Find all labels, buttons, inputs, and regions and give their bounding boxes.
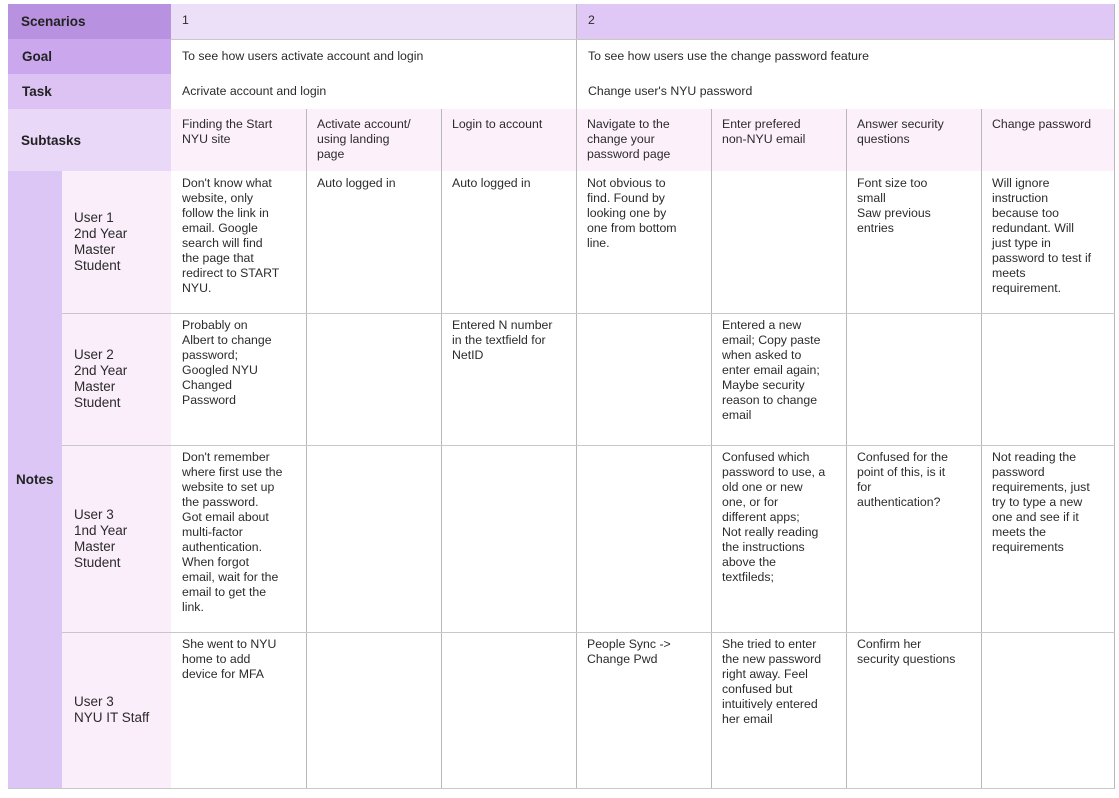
row-divider xyxy=(62,313,1115,314)
row-divider xyxy=(62,632,1115,633)
note-cell: Not reading the password requirements, just try to type a new one and see if it meets the requirements xyxy=(981,445,1115,632)
note-cell xyxy=(306,632,441,788)
column-divider xyxy=(441,109,442,788)
task-label: Task xyxy=(8,74,171,109)
note-cell: People Sync -> Change Pwd xyxy=(576,632,711,788)
scenario-2-goal: To see how users use the change password feature xyxy=(576,39,1115,74)
note-cell: Entered N number in the textfield for NetID xyxy=(441,313,576,445)
note-cell: Confused which password to use, a old one or new one, or for different apps; Not really reading the instructions above the textfileds; xyxy=(711,445,846,632)
user-label: User 1 2nd Year Master Student xyxy=(62,171,171,313)
subtask-header: Finding the Start NYU site xyxy=(171,109,306,171)
scenarios-label: Scenarios xyxy=(8,4,171,39)
notes-label: Notes xyxy=(8,171,62,788)
note-cell: Don't know what website, only follow the link in email. Google search will find the page that redirect to START NYU. xyxy=(171,171,306,313)
note-cell: Auto logged in xyxy=(306,171,441,313)
user-label: User 3 1nd Year Master Student xyxy=(62,445,171,632)
row-divider xyxy=(8,788,1115,789)
column-divider xyxy=(1114,4,1115,788)
note-cell: Not obvious to find. Found by looking one by one from bottom line. xyxy=(576,171,711,313)
column-divider xyxy=(306,109,307,788)
subtask-header: Answer security questions xyxy=(846,109,981,171)
scenario-1-task: Acrivate account and login xyxy=(171,74,576,109)
note-cell xyxy=(576,313,711,445)
note-cell xyxy=(441,445,576,632)
note-cell xyxy=(441,632,576,788)
note-cell: Confirm her security questions xyxy=(846,632,981,788)
user-label: User 3 NYU IT Staff xyxy=(62,632,171,788)
note-cell: Confused for the point of this, is it for authentication? xyxy=(846,445,981,632)
user-label: User 2 2nd Year Master Student xyxy=(62,313,171,445)
note-cell: Don't remember where first use the website to set up the password. Got email about multi-factor authentication. When forgot email, wait for the email to get the link. xyxy=(171,445,306,632)
column-divider xyxy=(981,109,982,788)
note-cell: Auto logged in xyxy=(441,171,576,313)
note-cell: Font size too small Saw previous entries xyxy=(846,171,981,313)
note-cell xyxy=(711,171,846,313)
scenario-2-number: 2 xyxy=(576,4,1115,39)
subtask-header: Navigate to the change your password page xyxy=(576,109,711,171)
subtask-header: Change password xyxy=(981,109,1115,171)
column-divider xyxy=(846,109,847,788)
note-cell xyxy=(306,313,441,445)
note-cell xyxy=(981,632,1115,788)
goal-label: Goal xyxy=(8,39,171,74)
scenario-1-goal: To see how users activate account and login xyxy=(171,39,576,74)
scenario-1-number: 1 xyxy=(171,4,576,39)
note-cell xyxy=(306,445,441,632)
note-cell: Probably on Albert to change password; Googled NYU Changed Password xyxy=(171,313,306,445)
row-divider xyxy=(171,39,1115,40)
note-cell: She tried to enter the new password right away. Feel confused but intuitively entered her email xyxy=(711,632,846,788)
row-divider xyxy=(62,445,1115,446)
scenario-2-task: Change user's NYU password xyxy=(576,74,1115,109)
column-divider xyxy=(576,4,577,788)
subtask-header: Login to account xyxy=(441,109,576,171)
note-cell xyxy=(576,445,711,632)
subtask-header: Activate account/ using landing page xyxy=(306,109,441,171)
note-cell: Will ignore instruction because too redundant. Will just type in password to test if meets requirement. xyxy=(981,171,1115,313)
note-cell: She went to NYU home to add device for MFA xyxy=(171,632,306,788)
subtask-header: Enter prefered non-NYU email xyxy=(711,109,846,171)
note-cell xyxy=(846,313,981,445)
usability-notes-table xyxy=(8,4,1115,788)
subtasks-label: Subtasks xyxy=(8,109,171,171)
column-divider xyxy=(711,109,712,788)
note-cell: Entered a new email; Copy paste when asked to enter email again; Maybe security reason to change email xyxy=(711,313,846,445)
note-cell xyxy=(981,313,1115,445)
